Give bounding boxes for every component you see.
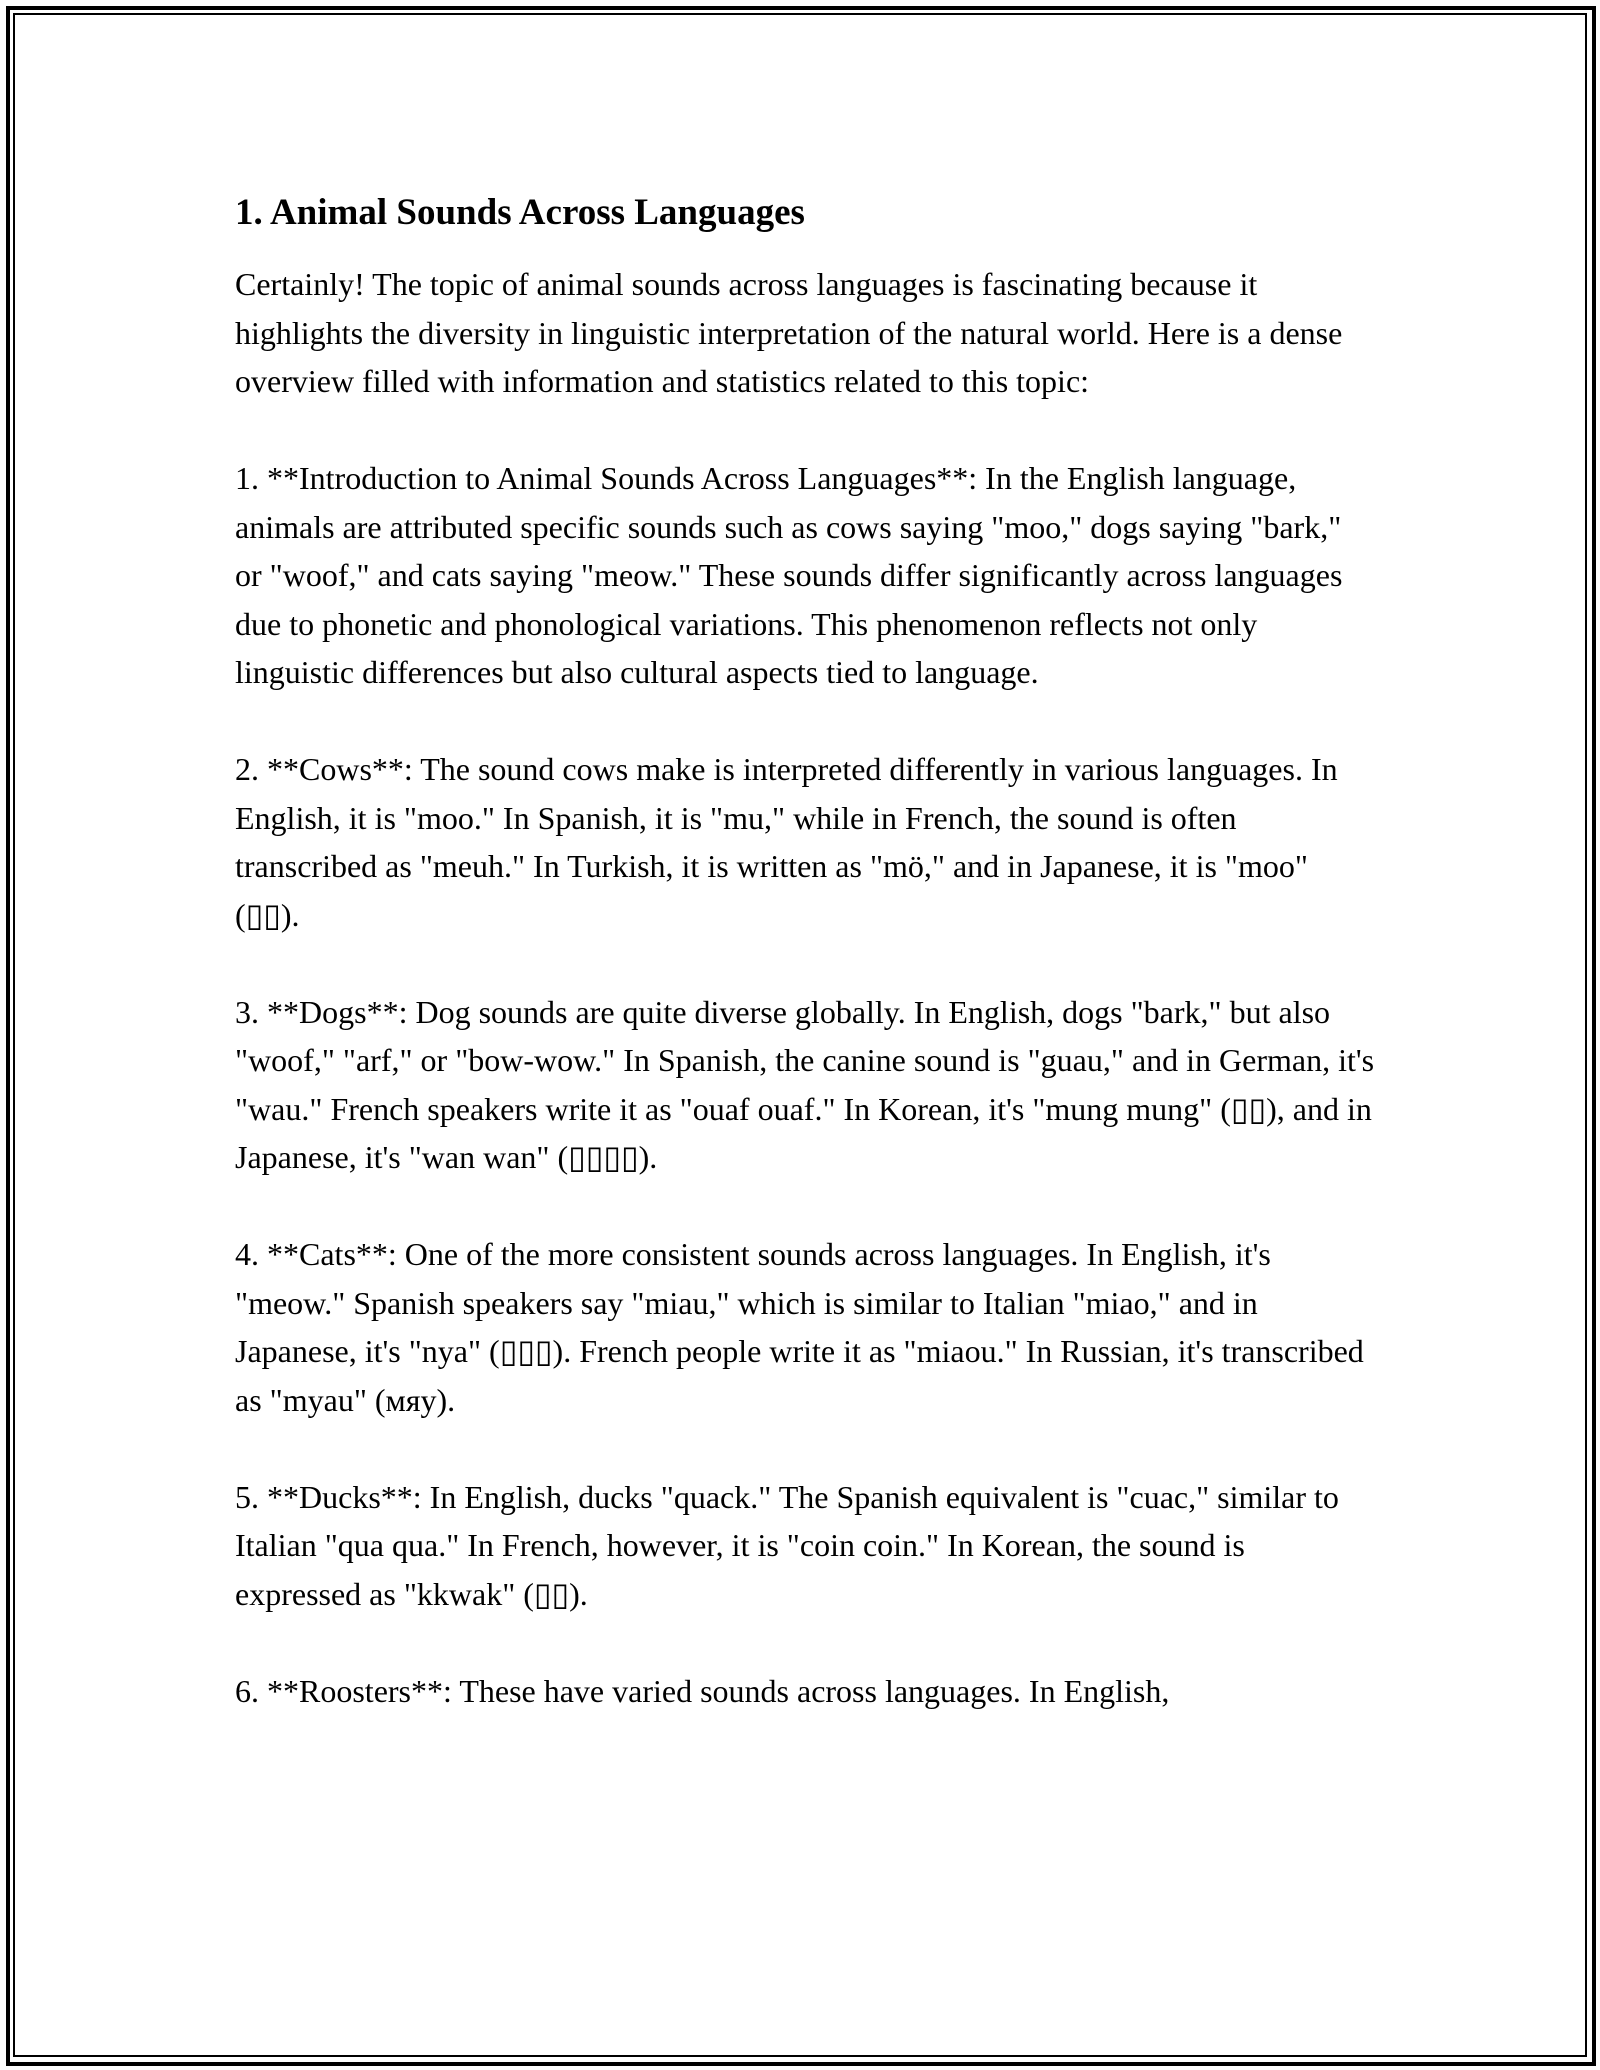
document-body [235,184,1375,1764]
paragraph-ducks: 5. **Ducks**: In English, ducks "quack." The Spanish equivalent is "cuac," similar to Italian "qua qua." In French, however, it is "coin coin." In Korean, the sound is expressed as "kkwak" (▯▯). [235,1478,1339,1612]
paragraph-cows: 2. **Cows**: The sound cows make is interpreted differently in various languages. In English, it is "moo." In Spanish, it is "mu," while in French, the sound is often transcribed as "meuh." In Turkish, it is written as "mö," and in Japanese, it is "moo" (▯▯). [235,751,1338,933]
paragraph-dogs: 3. **Dogs**: Dog sounds are quite diverse globally. In English, dogs "bark," but also "woof," "arf," or "bow-wow." In Spanish, the canine sound is "guau," and in German, it's "wau." French speakers write it as "ouaf ouaf." In Korean, it's "mung mung" (▯▯), and in Japanese, it's "wan wan" (▯▯▯▯). [235,993,1375,1175]
paragraph-introduction-section: 1. **Introduction to Animal Sounds Across Languages**: In the English language, animals are attributed specific sounds such as cows saying "moo," dogs saying "bark," or "woof," and cats saying "meow." These sounds differ significantly across languages due to phonetic and phonological variations. This phenomenon reflects not only linguistic differences but also cultural aspects tied to language. [235,460,1343,690]
paragraph-intro: Certainly! The topic of animal sounds across languages is fascinating because it highlights the diversity in linguistic interpretation of the natural world. Here is a dense overview filled with information and statistics related to this topic: [235,266,1343,399]
paragraph-roosters: 6. **Roosters**: These have varied sounds across languages. In English, [235,1672,1170,1709]
document-title: 1. Animal Sounds Across Languages [235,192,805,233]
paragraph-cats: 4. **Cats**: One of the more consistent sounds across languages. In English, it's "meow." Spanish speakers say "miau," which is similar to Italian "miao," and in Japanese, it's "nya" (▯▯▯). French people write it as "miaou." In Russian, it's transcribed as "myau" (мяу). [235,1236,1364,1418]
